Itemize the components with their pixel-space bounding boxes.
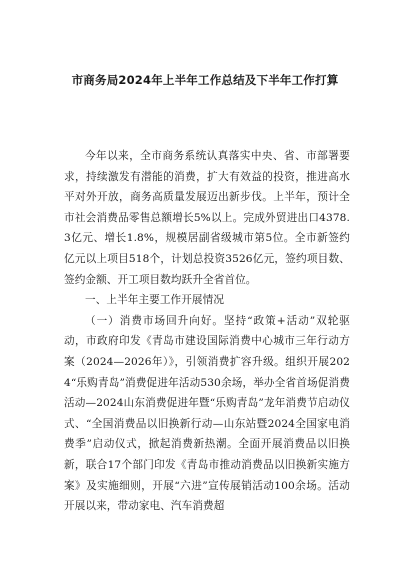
document-body (64, 146, 350, 517)
intro-paragraph: 今年以来，全市商务系统认真落实中央、省、市部署要求，持续激发有潜能的消费，扩大有效益的投资，推进高水平对外开放，商务高质量发展迈出新步伐。上半年，预计全市社会消费品零售总额增长5%以上。完成外贸进出口4378.3亿元、增长1.8%，规模居副省级城市第5位。全市新签约亿元以上项目518个，计划总投资3526亿元，签约项目数、签约金额、开工项目数均跃升全省首位。 (64, 150, 350, 286)
section-heading: 一、上半年主要工作开展情况 (85, 294, 225, 307)
section-paragraph: （一）消费市场回升向好。坚持“政策+活动”双轮驱动，市政府印发《青岛市建设国际消费中心城市三年行动方案（2024—2026年）》，引领消费扩容升级。组织开展2024“乐购青岛”消费促进年活动530余场，举办全省首场促消费活动—2024山东消费促进年暨“乐购青岛”龙年消费节启动仪式、“全国消费品以旧换新行动—山东站暨2024全国家电消费季”启动仪式，掀起消费新热潮。全面开展消费品以旧换新，联合17个部门印发《青岛市推动消费品以旧换新实施方案》及实施细则，开展“六进”宣传展销活动100余场。活动开展以来，带动家电、汽车消费超 (64, 314, 350, 513)
document-title: 市商务局2024年上半年工作总结及下半年工作打算 (71, 73, 339, 87)
